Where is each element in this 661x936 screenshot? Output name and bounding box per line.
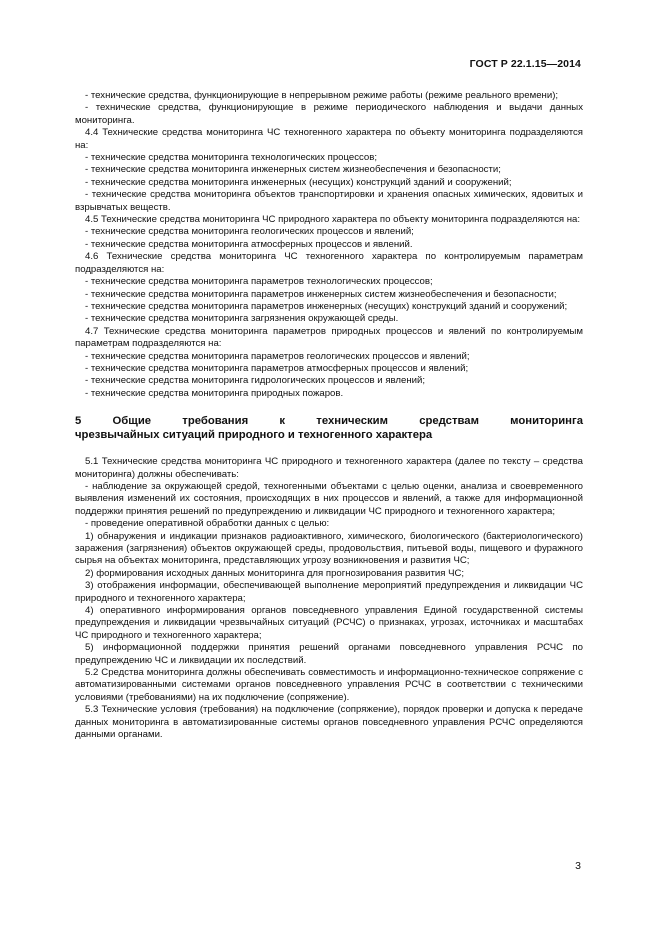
list-item: - технические средства мониторинга инженерных систем жизнеобеспечения и безопасности; <box>85 164 501 176</box>
clause-4-4: 4.4 Технические средства мониторинга ЧС техногенного характера по объекту мониторинга подразделяются на: <box>75 127 583 151</box>
list-item: - технические средства мониторинга параметров атмосферных процессов и явлений; <box>85 362 469 374</box>
clause-4-5: 4.5 Технические средства мониторинга ЧС природного характера по объекту мониторинга подразделяются на: <box>85 214 581 226</box>
list-item: - технические средства мониторинга геологических процессов и явлений; <box>85 226 414 238</box>
list-item: - технические средства мониторинга параметров инженерных систем жизнеобеспечения и безопасности; <box>85 288 557 300</box>
numbered-item: 5) информационной поддержки принятия решений органами повседневного управления РСЧС по предупреждению ЧС и ликвидации их последствий. <box>75 642 583 666</box>
numbered-item: 3) отображения информации, обеспечивающей выполнение мероприятий предупреждения и ликвидации ЧС природного и техногенного характера; <box>75 580 583 604</box>
numbered-item: 1) обнаружения и индикации признаков радиоактивного, химического, биологического (бактериологического) заражения (загрязнения) объектов окружающей среды, продовольствия, питьевой воды, пищевого и фуражного сырья на объектах мониторинга, представляющих угрозу возникновения и развития ЧС; <box>75 530 583 567</box>
list-item: - технические средства мониторинга гидрологических процессов и явлений; <box>85 375 426 387</box>
section-5-heading <box>75 414 583 442</box>
paragraph: - технические средства, функционирующие в непрерывном режиме работы (режиме реального времени); <box>85 90 559 101</box>
clause-4-6: 4.6 Технические средства мониторинга ЧС техногенного характера по контролируемым параметрам подразделяются на: <box>75 251 583 275</box>
list-item: - технические средства мониторинга атмосферных процессов и явлений. <box>85 238 413 250</box>
list-item: - технические средства мониторинга инженерных (несущих) конструкций зданий и сооружений; <box>85 176 512 188</box>
paragraph: - технические средства, функционирующие в режиме периодического наблюдения и выдачи данных мониторинга. <box>75 102 583 126</box>
document-code-header: ГОСТ Р 22.1.15—2014 <box>469 58 581 70</box>
clause-4-7: 4.7 Технические средства мониторинга параметров природных процессов и явлений по контролируемым параметрам подразделяются на: <box>75 325 583 350</box>
list-item: - технические средства мониторинга параметров инженерных (несущих) конструкций зданий и сооружений; <box>85 300 568 312</box>
list-item: - технические средства мониторинга параметров технологических процессов; <box>85 276 433 288</box>
numbered-item: 2) формирования исходных данных мониторинга для прогнозирования развития ЧС; <box>85 567 465 579</box>
list-item: - технические средства мониторинга природных пожаров. <box>85 387 344 399</box>
section-title-line-1: 5 Общие требования к техническим средствам мониторинга <box>75 415 583 428</box>
list-item: - технические средства мониторинга загрязнения окружающей среды. <box>85 313 399 325</box>
clause-5-1: 5.1 Технические средства мониторинга ЧС природного и техногенного характера (далее по тексту – средства мониторинга) должны обеспечивать: <box>75 456 583 480</box>
list-item: - технические средства мониторинга объектов транспортировки и хранения опасных химических, ядовитых и взрывчатых веществ. <box>75 189 583 213</box>
section-title-line-2: чрезвычайных ситуаций природного и техногенного характера <box>75 429 433 442</box>
list-item: - технические средства мониторинга параметров геологических процессов и явлений; <box>85 350 470 362</box>
list-item: - технические средства мониторинга технологических процессов; <box>85 152 378 164</box>
numbered-item: 4) оперативного информирования органов повседневного управления Единой государственной системы предупреждения и ликвидации чрезвычайных ситуаций (РСЧС) о признаках, угрозах, источниках и масштабах ЧС природного и техногенного характера; <box>75 605 583 641</box>
list-item: - проведение оперативной обработки данных с целью: <box>85 518 330 530</box>
list-item: - наблюдение за окружающей средой, техногенными объектами с целью оценки, анализа и своевременного выявления изменений их состояния, происходящих в них процессов и явлений, а также для информационной поддержки принятия решений по предупреждению и ликвидации ЧС природного и техногенного характера; <box>75 480 583 517</box>
page-content <box>75 90 583 742</box>
page-number: 3 <box>575 860 581 872</box>
clause-5-3: 5.3 Технические условия (требования) на подключение (сопряжение), порядок проверки и допуска к передаче данных мониторинга в автоматизированные системы органов повседневного управления РСЧС определяются данными органами. <box>75 704 583 741</box>
clause-5-2: 5.2 Средства мониторинга должны обеспечивать совместимость и информационно-техническое сопряжение с автоматизированными системами органов повседневного управления РСЧС в соответствии с техническими условиями (требованиями) на их подключение (сопряжение). <box>75 667 583 703</box>
